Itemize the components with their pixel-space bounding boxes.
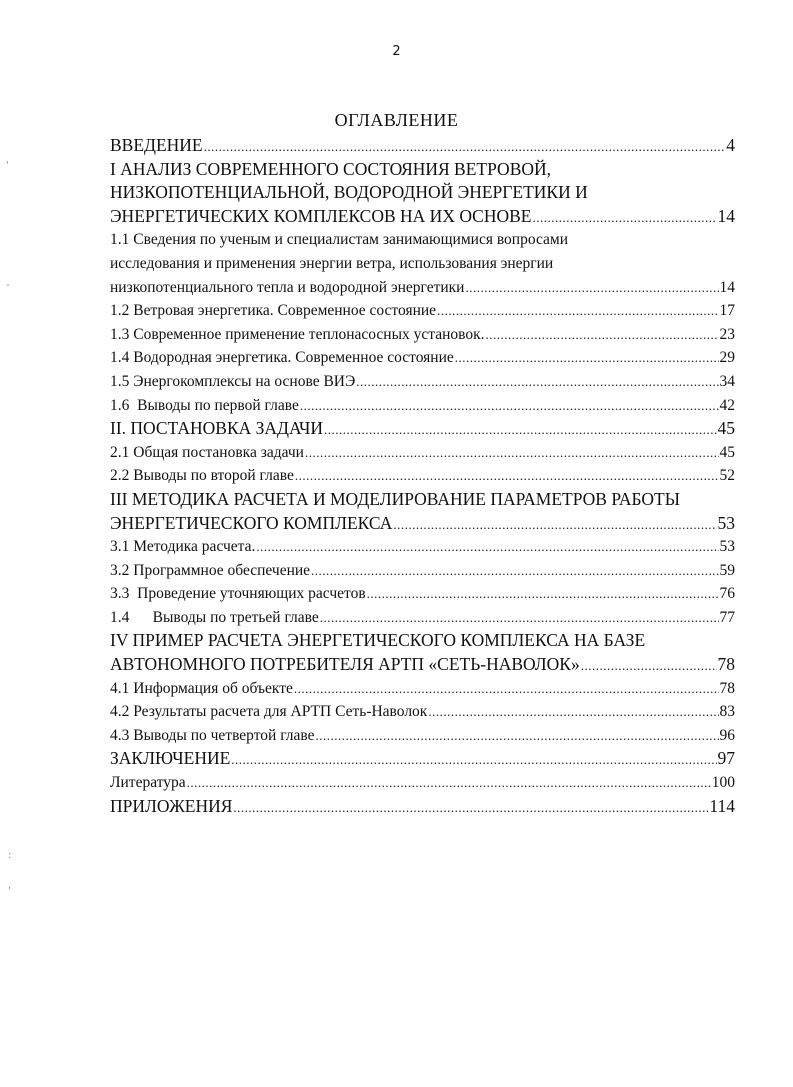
dot-leader <box>465 276 718 300</box>
dot-leader <box>356 370 718 394</box>
toc-entry-line <box>110 276 735 300</box>
toc-entry-label: ЗАКЛЮЧЕНИЕ <box>110 748 231 769</box>
toc-page-number: 14 <box>719 278 735 296</box>
toc-page-number: 53 <box>719 538 735 556</box>
toc-entry-line <box>110 394 735 418</box>
toc-entry-label: 4.3 Выводы по четвертой главе <box>110 726 315 744</box>
toc-entry-label: 1.6 Выводы по первой главе <box>110 396 299 414</box>
toc-entry[interactable] <box>110 629 735 676</box>
scan-mark: - <box>6 280 10 291</box>
toc-entry-label: ЭНЕРГЕТИЧЕСКОГО КОМПЛЕКСА <box>110 512 393 533</box>
toc-page-number: 53 <box>717 512 735 533</box>
dot-leader <box>295 464 719 488</box>
toc-page-number: 77 <box>719 608 735 626</box>
toc-entry-line <box>110 582 735 606</box>
dot-leader <box>367 582 719 606</box>
toc-entry-label: низкопотенциального тепла и водородной энергетики <box>110 278 465 296</box>
dot-leader <box>316 724 719 748</box>
dot-leader <box>233 796 708 820</box>
dot-leader <box>256 535 718 559</box>
toc-entry-label: 2.1 Общая постановка задачи <box>110 443 304 461</box>
toc-page-number: 100 <box>711 774 735 792</box>
toc-entry-line: НИЗКОПОТЕНЦИАЛЬНОЙ, ВОДОРОДНОЙ ЭНЕРГЕТИКИ И <box>110 182 588 203</box>
toc-entry[interactable] <box>110 158 735 229</box>
toc-entry-line <box>110 747 735 771</box>
toc-entry-line: I АНАЛИЗ СОВРЕМЕННОГО СОСТОЯНИЯ ВЕТРОВОЙ, <box>110 158 552 179</box>
dot-leader <box>455 346 719 370</box>
toc-page-number: 29 <box>719 349 735 367</box>
toc-entry-line: III МЕТОДИКА РАСЧЕТА И МОДЕЛИРОВАНИЕ ПАРАМЕТРОВ РАБОТЫ <box>110 488 680 509</box>
toc-entry[interactable] <box>110 134 735 158</box>
toc-page-number: 14 <box>717 205 735 226</box>
toc-entry-line <box>110 535 735 559</box>
toc-title: ОГЛАВЛЕНИЕ <box>334 110 459 130</box>
toc-entry-line <box>110 134 735 158</box>
toc-entry-line <box>110 606 735 630</box>
toc-page-number: 59 <box>719 561 735 579</box>
toc-page-number: 34 <box>719 372 735 390</box>
toc-entry-label: 1.5 Энергокомплексы на основе ВИЭ <box>110 372 356 390</box>
toc-entry-label: ПРИЛОЖЕНИЯ <box>110 795 233 816</box>
dot-leader <box>305 441 719 465</box>
toc-page-number: 76 <box>719 585 735 603</box>
dot-leader <box>437 299 718 323</box>
toc-entry-line <box>110 299 735 323</box>
dot-leader <box>187 771 711 795</box>
toc-entry-label: 3.1 Методика расчета. <box>110 538 256 556</box>
scan-mark: ' <box>6 160 9 171</box>
toc-entry-line <box>110 795 735 819</box>
toc-page-number: 97 <box>717 748 735 769</box>
toc-entry-line: исследования и применения энергии ветра, использования энергии <box>110 254 554 272</box>
toc-entry[interactable] <box>110 795 735 819</box>
toc-entry[interactable] <box>110 228 735 299</box>
toc-entry[interactable] <box>110 724 735 748</box>
toc-entry-line <box>110 653 735 677</box>
toc-entry-label: 3.3 Проведение уточняющих расчетов <box>110 585 366 603</box>
page-number: 2 <box>392 44 401 59</box>
toc-page-number: 45 <box>719 443 735 461</box>
toc-entry[interactable] <box>110 559 735 583</box>
toc-entry[interactable] <box>110 677 735 701</box>
toc-page-number: 4 <box>726 135 735 155</box>
toc-entry-label: 4.1 Информация об объекте <box>110 679 293 697</box>
toc-entry-line <box>110 346 735 370</box>
toc-entry[interactable] <box>110 323 735 347</box>
toc-entry-label: 1.2 Ветровая энергетика. Современное состояние <box>110 302 437 320</box>
toc-entry[interactable] <box>110 771 735 795</box>
toc-entry-line <box>110 771 735 795</box>
toc-entry[interactable] <box>110 299 735 323</box>
toc-page-number: 96 <box>719 726 735 744</box>
toc-entry-line <box>110 441 735 465</box>
dot-leader <box>204 135 726 159</box>
toc-entry[interactable] <box>110 370 735 394</box>
toc-entry-label: Литература <box>110 774 186 792</box>
toc-page-number: 42 <box>719 396 735 414</box>
toc-entry[interactable] <box>110 346 735 370</box>
toc-entry-line: 1.1 Сведения по ученым и специалистам занимающимися вопросами <box>110 231 569 249</box>
toc-page-number: 23 <box>719 325 735 343</box>
toc-entry-line <box>110 512 735 536</box>
toc-entry-line <box>110 464 735 488</box>
toc-entry[interactable] <box>110 488 735 535</box>
toc-entry-label: 4.2 Результаты расчета для АРТП Сеть-Наволок <box>110 703 428 721</box>
toc-entry[interactable] <box>110 441 735 465</box>
toc-entry[interactable] <box>110 535 735 559</box>
toc-page-number: 17 <box>719 302 735 320</box>
toc-entry-line <box>110 205 735 229</box>
dot-leader <box>324 418 717 442</box>
toc-entry[interactable] <box>110 394 735 418</box>
toc-entry-line <box>110 724 735 748</box>
toc-entry[interactable] <box>110 582 735 606</box>
toc-entry-line <box>110 677 735 701</box>
toc-entry-label: ВВЕДЕНИЕ <box>110 135 203 155</box>
toc-entry[interactable] <box>110 700 735 724</box>
toc-entry-line <box>110 559 735 583</box>
dot-leader <box>294 677 719 701</box>
dot-leader <box>320 606 719 630</box>
dot-leader <box>231 748 716 772</box>
toc-entry-line <box>110 417 735 441</box>
scan-mark: : <box>8 850 12 861</box>
toc-entry-line <box>110 323 735 347</box>
toc-entry[interactable] <box>110 606 735 630</box>
toc-entry-label: II. ПОСТАНОВКА ЗАДАЧИ <box>110 418 323 439</box>
dot-leader <box>428 700 718 724</box>
toc-entry[interactable] <box>110 417 735 441</box>
scan-mark: , <box>8 880 12 891</box>
toc-entry[interactable] <box>110 747 735 771</box>
toc-entry-label: 1.4 Водородная энергетика. Современное состояние <box>110 349 454 367</box>
toc-page-number: 114 <box>709 795 735 816</box>
toc-entry-line <box>110 370 735 394</box>
toc-page-number: 52 <box>719 467 735 485</box>
table-of-contents <box>110 134 735 818</box>
toc-entry-label: 2.2 Выводы по второй главе <box>110 467 294 485</box>
toc-page-number: 78 <box>717 654 735 675</box>
toc-entry-label: АВТОНОМНОГО ПОТРЕБИТЕЛЯ АРТП «СЕТЬ-НАВОЛОК» <box>110 654 580 675</box>
dot-leader <box>581 654 717 678</box>
dot-leader <box>486 323 719 347</box>
toc-entry-line <box>110 700 735 724</box>
toc-page-number: 83 <box>719 703 735 721</box>
dot-leader <box>300 394 719 418</box>
toc-page-number: 45 <box>717 418 735 439</box>
dot-leader <box>393 513 716 537</box>
toc-entry-label: 1.3 Современное применение теплонасосных установок. <box>110 325 485 343</box>
dot-leader <box>533 206 717 230</box>
toc-entry-label: ЭНЕРГЕТИЧЕСКИХ КОМПЛЕКСОВ НА ИХ ОСНОВЕ <box>110 205 532 226</box>
toc-entry-label: 1.4 Выводы по третьей главе <box>110 608 319 626</box>
toc-entry[interactable] <box>110 464 735 488</box>
toc-entry-label: 3.2 Программное обеспечение <box>110 561 311 579</box>
dot-leader <box>311 559 718 583</box>
toc-entry-line: IV ПРИМЕР РАСЧЕТА ЭНЕРГЕТИЧЕСКОГО КОМПЛЕКСА НА БАЗЕ <box>110 630 646 651</box>
toc-page-number: 78 <box>719 679 735 697</box>
